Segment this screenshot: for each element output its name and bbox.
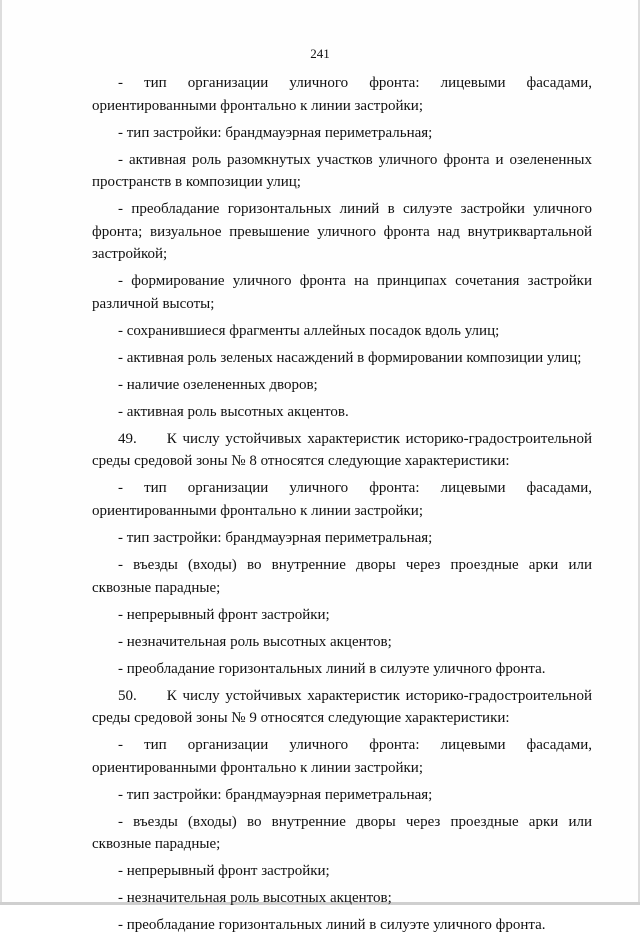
numbered-paragraph-50: 50. К числу устойчивых характеристик историко-градостроительной среды средовой зоны № 9 относятся следующие характеристики: [92,687,592,727]
paragraph: - преобладание горизонтальных линий в силуэте уличного фронта. [118,660,546,677]
numbered-paragraph-49: 49. К числу устойчивых характеристик историко-градостроительной среды средовой зоны № 8 относятся следующие характеристики: [92,430,592,470]
scan-edge-left [0,0,2,905]
paragraph: - непрерывный фронт застройки; [118,606,330,623]
paragraph: - въезды (входы) во внутренние дворы через проездные арки или сквозные парадные; [92,813,592,853]
paragraph: - тип застройки: брандмауэрная периметральная; [118,786,433,803]
paragraph: - формирование уличного фронта на принципах сочетания застройки различной высоты; [92,273,592,312]
paragraph: - тип застройки: брандмауэрная периметральная; [118,124,433,141]
paragraph: - преобладание горизонтальных линий в силуэте застройки уличного фронта; визуальное превышение уличного фронта над внутриквартальной застройкой; [92,201,592,263]
paragraph: - тип организации уличного фронта: лицевыми фасадами, ориентированными фронтально к линии застройки; [92,737,592,776]
paragraph: - тип застройки: брандмауэрная периметральная; [118,529,433,546]
paragraph: - непрерывный фронт застройки; [118,863,330,880]
paragraph: - активная роль разомкнутых участков уличного фронта и озелененных пространств в композиции улиц; [92,151,592,191]
page-number: 241 [310,46,330,61]
paragraph: - тип организации уличного фронта: лицевыми фасадами, ориентированными фронтально к линии застройки; [92,75,592,114]
paragraph: - тип организации уличного фронта: лицевыми фасадами, ориентированными фронтально к линии застройки; [92,480,592,519]
paragraph: - незначительная роль высотных акцентов; [118,633,392,650]
paragraph: - активная роль высотных акцентов. [118,403,349,420]
paragraph: - активная роль зеленых насаждений в формировании композиции улиц; [118,349,582,366]
paragraph: - незначительная роль высотных акцентов; [118,890,392,907]
paragraph: - наличие озелененных дворов; [118,376,318,393]
document-body [92,72,592,937]
paragraph: - въезды (входы) во внутренние дворы через проездные арки или сквозные парадные; [92,556,592,596]
paragraph: - преобладание горизонтальных линий в силуэте уличного фронта. [118,917,546,934]
paragraph: - сохранившиеся фрагменты аллейных посадок вдоль улиц; [118,322,500,339]
